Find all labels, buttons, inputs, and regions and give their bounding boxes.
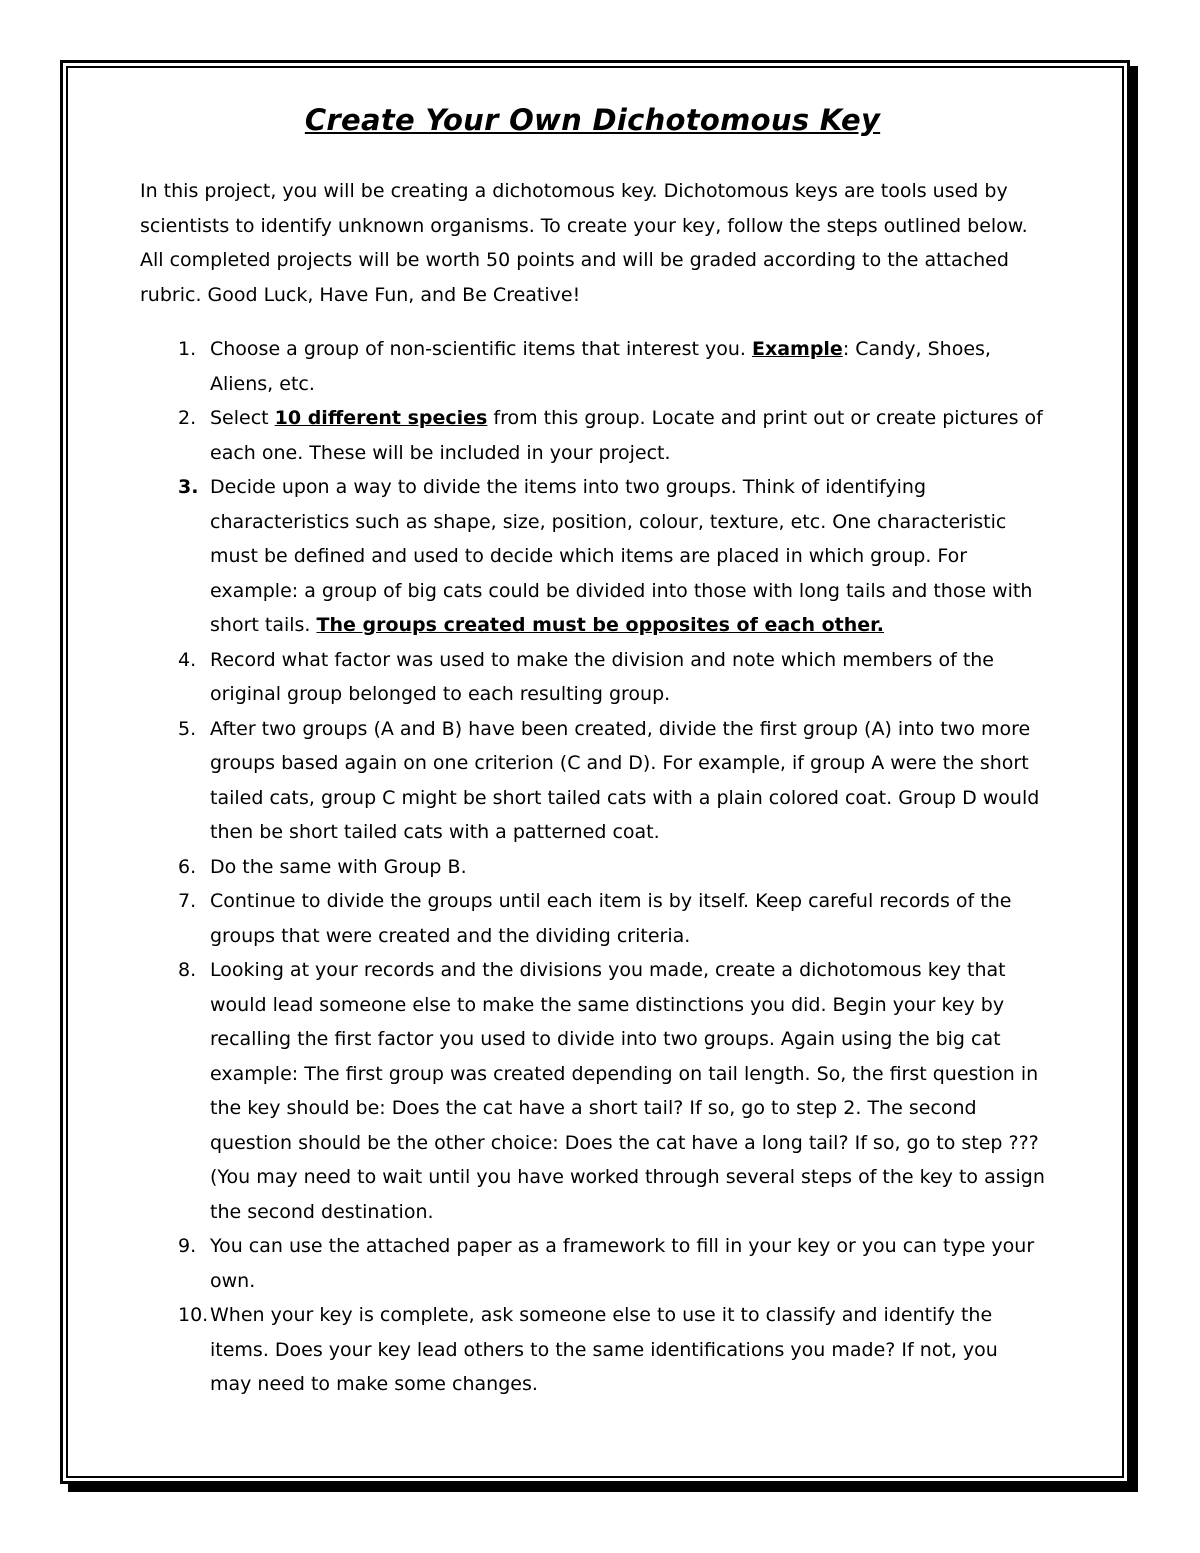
step-number: 6. — [178, 855, 197, 878]
step-item-2 — [140, 401, 1045, 470]
step-number: 2. — [178, 407, 197, 429]
step-text: After two groups (A and B) have been created, divide the first group (A) into two more groups based again on one criterion (C and D). For example, if group A were the short tailed cats, group C might be short tailed cats with a plain colored coat. Group D would then be short tailed cats with a patterned coat. — [210, 717, 1040, 843]
step-text-part: from this group. Locate and print out or create pictures of each one. These will be included in your project. — [210, 407, 1043, 464]
step-text — [210, 332, 1045, 401]
step-text-part: Decide upon a way to divide the items into two groups. Think of identifying characteristics such as shape, size, position, colour, texture, etc. One characteristic must be defined and used to decide which items are placed in which group. For example: a group of big cats could be divided into those with long tails and those with short tails. — [210, 476, 1033, 636]
intro-paragraph: In this project, you will be creating a dichotomous key. Dichotomous keys are tools used by scientists to identify unknown organisms. To create your key, follow the steps outlined below. All completed projects will be worth 50 points and will be graded according to the attached rubric. Good Luck, Have Fun, and Be Creative! — [140, 180, 1028, 306]
step-text — [210, 470, 1045, 643]
step-text-part: Choose a group of non-scientific items that interest you. — [210, 338, 752, 360]
step-text: You can use the attached paper as a framework to fill in your key or you can type your own. — [210, 1235, 1035, 1292]
step-number: 1. — [178, 338, 197, 360]
step-item-3 — [140, 470, 1045, 643]
step-text-part: : Candy, Shoes, Aliens, etc. — [210, 338, 991, 395]
step-text — [210, 401, 1045, 470]
step-number: 3. — [178, 476, 199, 498]
step-number: 5. — [178, 717, 197, 740]
step-text: Do the same with Group B. — [210, 855, 467, 878]
page-title: Create Your Own Dichotomous Key — [304, 103, 881, 137]
step-text: When your key is complete, ask someone else to use it to classify and identify the items. Does your key lead others to the same identifications you made? If not, you may need to make some changes. — [210, 1304, 998, 1395]
step-number: 4. — [178, 648, 197, 671]
document-content — [140, 98, 1045, 1402]
step-item-8 — [140, 953, 1045, 1229]
step-item-1 — [140, 332, 1045, 401]
step-item-6 — [140, 850, 1045, 885]
step-emphasis: Example — [751, 338, 843, 360]
step-text: Continue to divide the groups until each item is by itself. Keep careful records of the groups that were created and the dividing criteria. — [210, 890, 1012, 947]
step-text: Looking at your records and the divisions you made, create a dichotomous key that would lead someone else to make the same distinctions you did. Begin your key by recalling the first factor you used to divide into two groups. Again using the big cat example: The first group was created depending on tail length. So, the first question in the key should be: Does the cat have a short tail? If so, go to step 2. The second question should be the other choice: Does the cat have a long tail? If so, go to step ??? (You may need to wait until you have worked through several steps of the key to assign the second destination. — [210, 959, 1045, 1223]
step-number: 9. — [178, 1235, 197, 1257]
step-emphasis: 10 different species — [274, 407, 488, 429]
step-item-4 — [140, 643, 1045, 712]
step-number: 8. — [178, 959, 197, 981]
step-item-9 — [140, 1229, 1045, 1298]
step-text-part: Select — [210, 407, 275, 429]
step-number: 7. — [178, 890, 197, 912]
steps-list — [140, 332, 1045, 1402]
step-text: Record what factor was used to make the division and note which members of the original group belonged to each resulting group. — [210, 648, 995, 705]
step-item-5 — [140, 712, 1045, 850]
step-emphasis: The groups created must be opposites of each other. — [316, 614, 885, 636]
step-number: 10. — [178, 1304, 209, 1326]
step-item-7 — [140, 884, 1045, 953]
step-item-10 — [140, 1298, 1045, 1402]
